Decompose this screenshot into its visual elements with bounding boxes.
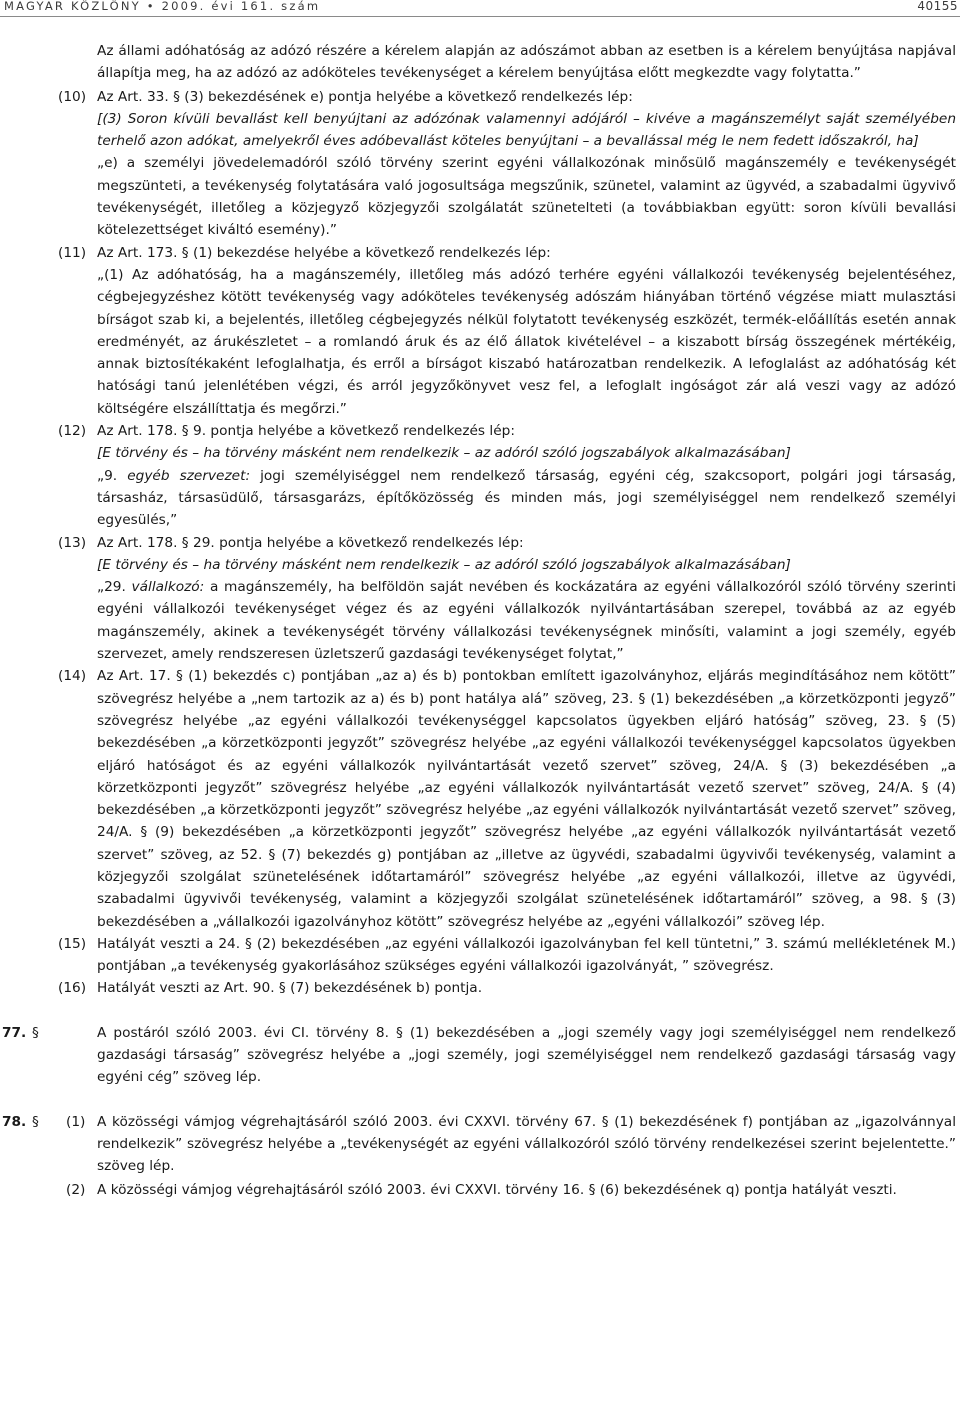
item-12 [0, 420, 960, 531]
item-lead: Az Art. 33. § (3) bekezdésének e) pontja helyébe a következő rendelkezés lép: [97, 88, 633, 105]
document-body [0, 40, 960, 1201]
defined-term: egyéb szervezet: [127, 467, 251, 484]
item-quote: [E törvény és – ha törvény másként nem rendelkezik – az adóról szóló jogszabályok alkalmazásában] [97, 556, 791, 573]
item-text: „9. egyéb szervezet: jogi személyiséggel nem rendelkező társaság, egyéni cég, szakcsoport, polgári jogi társaság, társasház, társasüdülő, társasgarázs, építőközösség és minden más, jogi személyiséggel nem rendelkező személyi egyesülés,” [97, 467, 956, 529]
section-mark: § [32, 1113, 39, 1130]
item-quote: [(3) Soron kívüli bevallást kell benyújtani az adózónak valamennyi adójáról – kivéve a magánszemélyt saját személyében terhelő azon adókat, amelyekről éves adóbevallást köteles benyújtani – a bevallással még le nem fedett időszakról, ha] [97, 110, 956, 150]
item-lead: Az Art. 173. § (1) bekezdése helyébe a következő rendelkezés lép: [97, 244, 551, 261]
item-lead: Az Art. 178. § 29. pontja helyébe a következő rendelkezés lép: [97, 534, 524, 551]
item-13 [0, 532, 960, 666]
paragraph-number: (2) [66, 1181, 86, 1198]
section-number: 77. [2, 1024, 27, 1041]
section-number: 78. [2, 1113, 27, 1130]
section-78-para-2 [0, 1179, 960, 1201]
section-78-para-1 [0, 1111, 960, 1178]
section-mark: § [32, 1024, 39, 1041]
item-number: (13) [58, 534, 87, 551]
item-text: „29. vállalkozó: a magánszemély, ha belföldön saját nevében és kockázatára az egyéni vállalkozóról szóló törvény szerinti egyéni vállalkozói tevékenységet végez és az egyéni vállalkozók nyilvántartásában szerepel, továbbá az az egyéb magánszemély, akinek a tevékenységét törvény vállalkozási tevékenységnek minősíti, valamint a jogi személy, egyéb szervezet, amely rendszeresen üzletszerű gazdasági tevékenységet folytat,” [97, 579, 957, 663]
item-text: „(1) Az adóhatóság, ha a magánszemély, illetőleg más adózó terhére egyéni vállalkozói tevékenység bejelentéséhez, cégbejegyzéshez kötött tevékenység vagy adóköteles tevékenység adószám hiányában történő végzése miatt mulasztási bírságot szab ki, a bejelentés, illetőleg cégbejegyzés nélkül folytatott tevékenység eszközét, termék-előállítás esetén annak eredményét, az árukészletet – a romlandó áruk és az élő állatok kivételével – a kiszabott bírság összegének mértékéig, annak biztosítékaként lefoglalhatja, és erről a bírságot kiszabó határozatban rendelkezik. A lefoglalást az adóhatóság két hatósági tanú jelenlétében végzi, és arról jegyzőkönyvet vesz fel, a lefoglalt ingóságot zár alá veszi vagy az adózó költségére elszállíttatja és megőrzi.” [97, 266, 956, 417]
item-text: „e) a személyi jövedelemadóról szóló törvény szerint egyéni vállalkozónak minősülő magánszemély e tevékenységét megszünteti, a tevékenység folytatására való jogosultsága megszűnik, szünetel, valamint az ügyvéd, a szabadalmi ügyvivő tevékenységét, illetőleg a közjegyző közjegyzői szolgálatát szünetelteti (a továbbiakban együtt: soron kívüli bevallási kötelezettséget kiváltó esemény).” [97, 155, 956, 239]
item-lead: Az Art. 178. § 9. pontja helyébe a következő rendelkezés lép: [97, 423, 515, 440]
item-number: (10) [58, 88, 87, 105]
defined-term: vállalkozó: [131, 579, 205, 596]
item-text: Hatályát veszti a 24. § (2) bekezdésében „az egyéni vállalkozói igazolványban fel kell tüntetni,” 3. számú mellékletének M.) pontjában „a tevékenység gyakorlásához szükséges egyéni vállalkozói igazolványát, ” szövegrész. [97, 935, 956, 975]
item-16 [0, 977, 960, 999]
section-text: A postáról szóló 2003. évi CI. törvény 8. § (1) bekezdésében a „jogi személy vagy jogi személyiséggel nem rendelkező gazdasági társaság” szövegrész helyébe a „jogi személy, jogi személyiséggel nem rendelkező gazdasági társaság vagy egyéni cég” szöveg lép. [97, 1024, 956, 1086]
item-number: (12) [58, 423, 87, 440]
item-quote: [E törvény és – ha törvény másként nem rendelkezik – az adóról szóló jogszabályok alkalmazásában] [97, 445, 791, 462]
item-text: Az Art. 17. § (1) bekezdés c) pontjában „az a) és b) pontokban említett igazolványhoz, eljárás megindításához nem kötött” szövegrész helyébe a „nem tartozik az a) és b) pont hatálya alá” szöveg, 23. § (1) bekezdésében „a körzetközponti jegyző” szövegrész helyébe „az egyéni vállalkozói tevékenységgel kapcsolatos ügyekben eljáró hatóság” szöveg, 23. § (5) bekezdésében „a körzetközponti jegyzőt” szövegrész helyébe „az egyéni vállalkozói tevékenységgel kapcsolatos ügyekben eljáró hatóságot és az egyéni vállalkozók nyilvántartását vezető szervet” szöveg, 24/A. § (3) bekezdésében „a körzetközponti jegyzőt” szövegrész helyébe „az egyéni vállalkozók nyilvántartását vezető szervet” szöveg, 24/A. § (4) bekezdésében „a körzetközponti jegyzőt” szövegrész helyébe „az egyéni vállalkozók nyilvántartását vezető szervet” szöveg, 24/A. § (9) bekezdésében „a körzetközponti jegyzőt” szövegrész helyébe „az egyéni vállalkozók nyilvántartását vezető szervet” szöveg, az 52. § (7) bekezdés g) pontjában az „illetve az ügyvédi, szabadalmi ügyvivői tevékenység, valamint a közjegyzői szolgálat szünetelésének időtartamáról” szövegrész helyébe „az egyéni vállalkozói, illetve az ügyvédi, szabadalmi ügyvivői tevékenység, valamint a közjegyzői szolgálat szünetelésének időtartamáról” szöveg, a 98. § (3) bekezdésében a „vállalkozói igazolványhoz kötött” szövegrész helyébe az „egyéni vállalkozói” szöveg lép. [97, 668, 956, 930]
item-15 [0, 933, 960, 978]
item-number: (14) [58, 668, 87, 685]
section-77 [0, 1022, 960, 1089]
journal-title: MAGYAR KÖZLÖNY • 2009. évi 161. szám [4, 0, 321, 13]
paragraph-text: A közösségi vámjog végrehajtásáról szóló 2003. évi CXXVI. törvény 67. § (1) bekezdésének f) pontjában az „igazolvánnyal rendelkezik” szövegrész helyébe a „tevékenységét az egyéni vállalkozóról szóló törvény rendelkezései szerint bejelentette.” szöveg lép. [97, 1113, 956, 1175]
paragraph-text: A közösségi vámjog végrehajtásáról szóló 2003. évi CXXVI. törvény 16. § (6) bekezdésének q) pontja hatályát veszti. [97, 1181, 897, 1198]
paragraph-intro: Az állami adóhatóság az adózó részére a kérelem alapján az adószámot abban az esetben is a kérelem benyújtása napjával állapítja meg, ha az adózó az adóköteles tevékenységet a kérelem benyújtása előtt megkezdte vagy folytatta.” [97, 43, 956, 82]
item-10 [0, 86, 960, 242]
item-11 [0, 242, 960, 420]
item-text: Hatályát veszti az Art. 90. § (7) bekezdésének b) pontja. [97, 980, 483, 997]
page-header [0, 0, 960, 17]
item-number: (11) [58, 244, 87, 261]
item-14 [0, 665, 960, 933]
item-number: (15) [58, 935, 87, 952]
page-number: 40155 [917, 0, 958, 13]
paragraph-number: (1) [66, 1113, 86, 1130]
item-number: (16) [58, 980, 87, 997]
